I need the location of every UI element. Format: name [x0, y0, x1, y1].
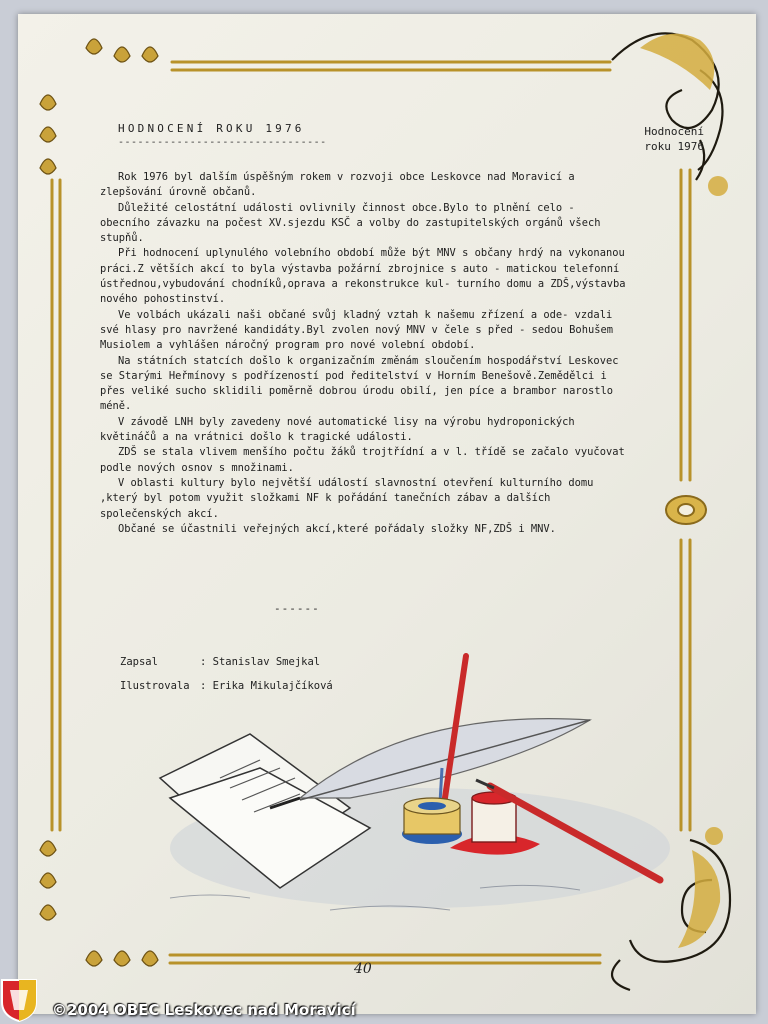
quill-and-ink-illustration [150, 648, 670, 938]
paragraph: Občané se účastnili veřejných akcí,které pořádaly složky NF,ZDŠ i MNV. [118, 522, 556, 535]
paragraph: Při hodnocení uplynulého volebního období může být MNV s občany hrdý na vykonanou práci.Z větších akcí to byla výstavba požární zbrojnice s auto - matickou telefonní ústřednou,vybudování chodníků,oprava a rekonstrukce kul- turního domu a ZDŠ,výstavba nového pohostinství. [100, 247, 626, 306]
paragraph: ZDŠ se stala vlivem menšího počtu žáků trojtřídní a v l. třídě se začalo vyučovat podle nových osnov s množinami. [100, 446, 625, 474]
document-body [100, 170, 630, 537]
paragraph: Důležité celostátní události ovlivnily činnost obce.Bylo to plnění celo - obecního závazku na počest XV.sjezdu KSČ a volby do zastupitelských orgánů všech stupňů. [100, 201, 601, 245]
credit-value: : Erika Mikulajčíková [200, 680, 333, 692]
credit-label: Zapsal [120, 656, 158, 668]
paragraph: V závodě LNH byly zavedeny nové automatické lisy na výrobu hydroponických květináčů a na vrátnici došlo k tragické události. [100, 415, 575, 444]
page-number: 40 [354, 961, 372, 977]
paragraph: V oblasti kultury bylo největší událostí slavnostní otevření kulturního domu ,který byl potom využit složkami NF k pořádání tanečních zábav a dalších společenských akcí. [100, 476, 594, 520]
document-title: HODNOCENÍ ROKU 1976 [118, 122, 305, 135]
blue-ink-pot-icon [402, 798, 462, 844]
credit-value: : Stanislav Smejkal [200, 656, 321, 668]
margin-note: Hodnocení roku 1976 [644, 125, 704, 153]
paragraph: Ve volbách ukázali naši občané svůj kladný vztah k našemu zřízení a ode- vzdali své hlasy pro navržené kandidáty.Byl zvolen nový MNV v čele s před - sedou Bohušem Musiolem a vyhlášen náročný program pro nové volební období. [100, 308, 613, 352]
coat-of-arms-icon [0, 976, 38, 1022]
copyright-notice: ©2004 OBEC Leskovec nad Moravicí [52, 1001, 356, 1019]
credit-label: Ilustrovala [120, 680, 190, 692]
title-underline: -------------------------------- [118, 137, 327, 148]
paragraph: Rok 1976 byl dalším úspěšným rokem v rozvoji obce Leskovce nad Moravicí a zlepšování úrovně občanů. [100, 171, 575, 199]
separator: ------ [274, 602, 320, 615]
paragraph: Na státních statcích došlo k organizačním změnám sloučením hospodářství Leskovec se Starými Heřmínovy s podřízeností pod ředitelství v Horním Benešově.Zemědělci i přes veliké sucho sklidili poměrně dobrou úrodu obilí, jen píce a brambor narostlo méně. [100, 354, 619, 413]
